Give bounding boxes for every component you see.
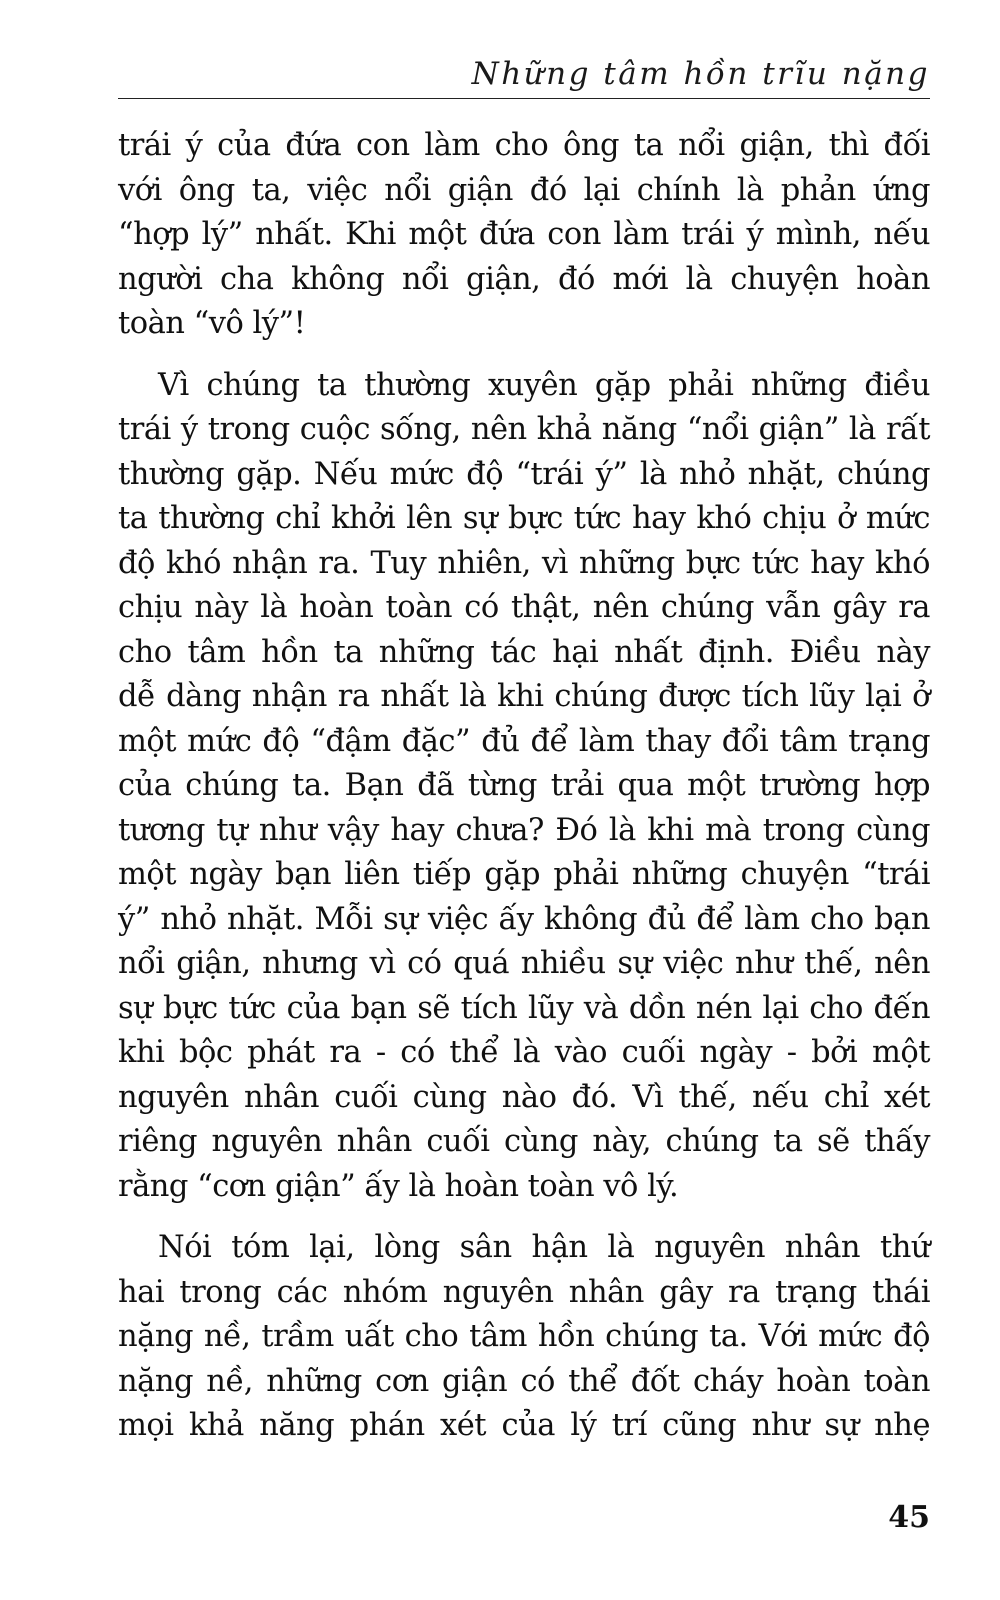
paragraph-2 bbox=[118, 364, 930, 1210]
text-line: thường gặp. Nếu mức độ “trái ý” là nhỏ nhặt, chúng bbox=[118, 456, 930, 492]
text-line: nặng nề, những cơn giận có thể đốt cháy hoàn toàn bbox=[118, 1363, 930, 1399]
text-line: Vì chúng ta thường xuyên gặp phải những điều bbox=[158, 367, 930, 403]
text-line: toàn “vô lý”! bbox=[118, 306, 306, 341]
text-line: “hợp lý” nhất. Khi một đứa con làm trái ý mình, nếu bbox=[118, 217, 930, 252]
text-line: mọi khả năng phán xét của lý trí cũng như sự nhẹ bbox=[118, 1408, 930, 1443]
text-line: cho tâm hồn ta những tác hại nhất định. Điều này bbox=[118, 634, 930, 670]
text-line: nổi giận, nhưng vì có quá nhiều sự việc như thế, nên bbox=[118, 946, 930, 981]
text-line: nặng nề, trầm uất cho tâm hồn chúng ta. Với mức độ bbox=[118, 1319, 930, 1354]
text-line: một mức độ “đậm đặc” đủ để làm thay đổi tâm trạng bbox=[118, 723, 930, 759]
body-text bbox=[118, 124, 930, 1466]
text-line: riêng nguyên nhân cuối cùng này, chúng ta sẽ thấy bbox=[118, 1124, 930, 1159]
text-line: chịu này là hoàn toàn có thật, nên chúng vẫn gây ra bbox=[118, 590, 930, 625]
text-line: tương tự như vậy hay chưa? Đó là khi mà trong cùng bbox=[118, 812, 930, 848]
text-line: rằng “cơn giận” ấy là hoàn toàn vô lý. bbox=[118, 1168, 679, 1204]
text-line: người cha không nổi giận, đó mới là chuyện hoàn bbox=[118, 261, 930, 297]
text-line: sự bực tức của bạn sẽ tích lũy và dồn nén lại cho đến bbox=[118, 990, 930, 1026]
text-line: trái ý trong cuộc sống, nên khả năng “nổi giận” là rất bbox=[118, 412, 930, 447]
text-line: với ông ta, việc nổi giận đó lại chính là phản ứng bbox=[118, 172, 930, 208]
text-line: ta thường chỉ khởi lên sự bực tức hay khó chịu ở mức bbox=[118, 501, 930, 536]
paragraph-1 bbox=[118, 124, 930, 347]
running-header-title: Những tâm hồn trĩu nặng bbox=[471, 56, 930, 92]
text-line: một ngày bạn liên tiếp gặp phải những chuyện “trái bbox=[118, 857, 930, 892]
text-line: hai trong các nhóm nguyên nhân gây ra trạng thái bbox=[118, 1274, 930, 1310]
text-line: khi bộc phát ra - có thể là vào cuối ngày - bởi một bbox=[118, 1035, 930, 1070]
text-line: của chúng ta. Bạn đã từng trải qua một trường hợp bbox=[118, 768, 930, 803]
text-line: trái ý của đứa con làm cho ông ta nổi giận, thì đối bbox=[118, 128, 930, 163]
paragraph-3 bbox=[118, 1226, 930, 1449]
text-line: ý” nhỏ nhặt. Mỗi sự việc ấy không đủ để làm cho bạn bbox=[118, 901, 930, 937]
text-line: nguyên nhân cuối cùng nào đó. Vì thế, nếu chỉ xét bbox=[118, 1079, 930, 1115]
page-number: 45 bbox=[888, 1500, 930, 1535]
running-header bbox=[118, 48, 930, 99]
text-line: Nói tóm lại, lòng sân hận là nguyên nhân thứ bbox=[158, 1230, 930, 1265]
text-line: dễ dàng nhận ra nhất là khi chúng được tích lũy lại ở bbox=[118, 679, 930, 714]
text-line: độ khó nhận ra. Tuy nhiên, vì những bực tức hay khó bbox=[118, 545, 930, 581]
